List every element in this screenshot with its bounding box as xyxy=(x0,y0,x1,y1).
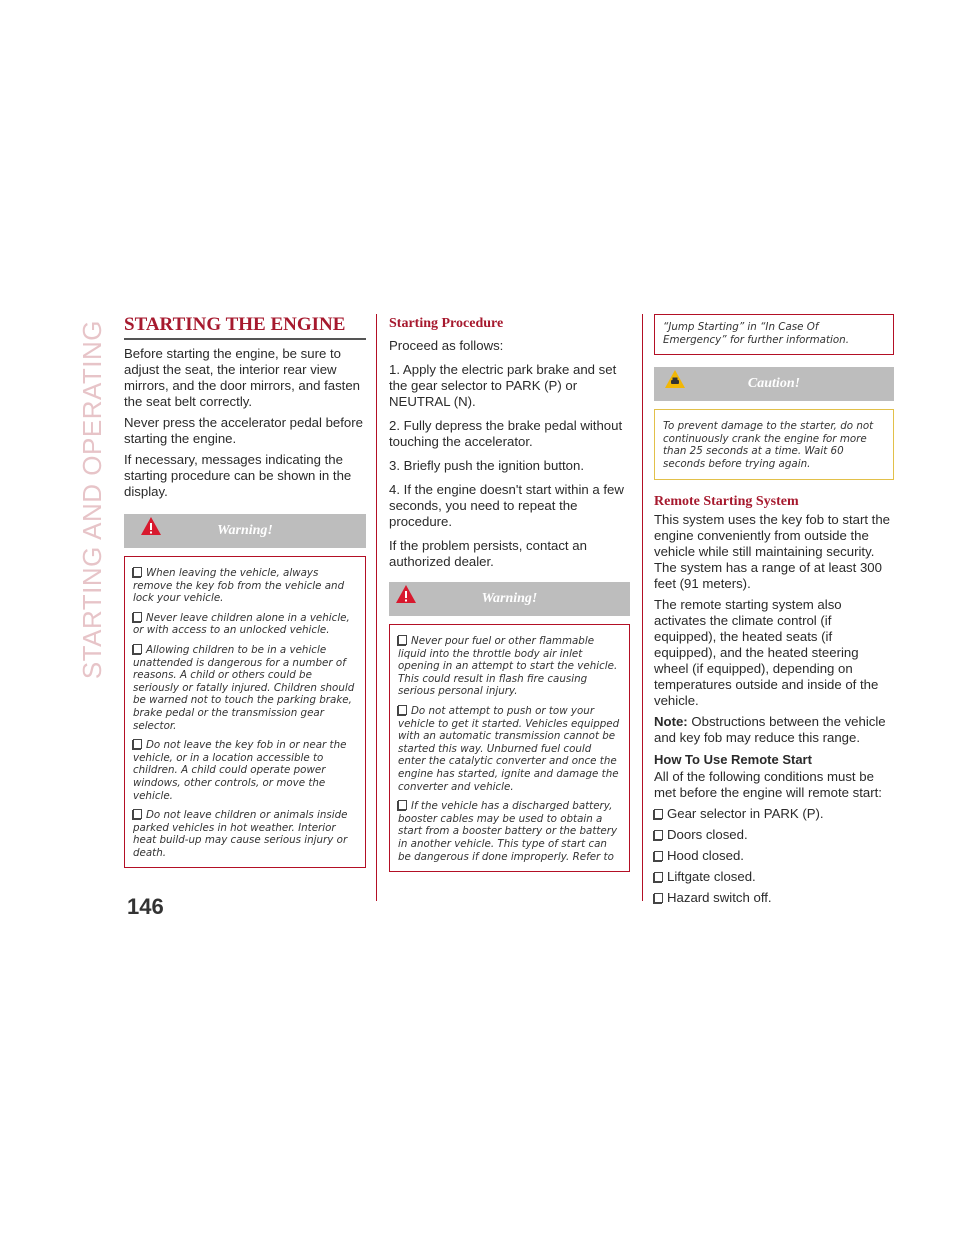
paragraph: Before starting the engine, be sure to adjust the seat, the interior rear view mirrors, and the door mirrors, and fasten the seat belt correctly. xyxy=(124,346,361,409)
section-side-label xyxy=(76,320,107,680)
warning-banner xyxy=(124,514,366,548)
column-3 xyxy=(654,314,894,911)
warning-item: If the vehicle has a discharged battery, booster cables may be used to obtain a start from a booster battery or the battery in another vehicle. This type of start can be dangerous if done improperly. Refer to xyxy=(398,800,618,863)
caution-text: To prevent damage to the starter, do not continuously crank the engine for more than 25 seconds at a time. Wait 60 seconds before trying again. xyxy=(663,420,874,470)
warning-item: When leaving the vehicle, always remove the key fob from the vehicle and lock your vehicle. xyxy=(133,567,345,605)
checkbox-bullet-icon xyxy=(133,612,142,622)
caution-banner xyxy=(654,367,894,401)
checkbox-bullet-icon xyxy=(654,872,663,882)
column-divider xyxy=(376,314,377,901)
warning-box xyxy=(124,556,366,868)
caution-box xyxy=(654,409,894,479)
warning-box-continued xyxy=(654,314,894,355)
condition-item: Doors closed. xyxy=(654,827,894,843)
caution-label: Caution! xyxy=(747,376,801,392)
step-item: 3. Briefly push the ignition button. xyxy=(389,458,585,473)
column-2 xyxy=(389,314,630,872)
warning-label: Warning! xyxy=(217,523,273,538)
warning-triangle-icon xyxy=(395,584,417,604)
note-text: Obstructions between the vehicle and key fob may reduce this range. xyxy=(654,713,886,745)
paragraph: This system uses the key fob to start the engine conveniently from outside the vehicle while still maintaining security. The system has a range of at least 300 feet (91 meters). xyxy=(654,511,891,591)
paragraph: Proceed as follows: xyxy=(389,338,504,353)
warning-banner xyxy=(389,582,630,616)
condition-item: Liftgate closed. xyxy=(654,869,894,885)
checkbox-bullet-icon xyxy=(133,809,142,819)
note-label: Note: xyxy=(654,713,688,729)
warning-item: Allowing children to be in a vehicle unattended is dangerous for a number of reasons. A child or others could be seriously or fatally injured. Children should be warned not to touch the parking brake, brake pedal or the transmission gear selector. xyxy=(133,643,355,732)
checkbox-bullet-icon xyxy=(654,851,663,861)
paragraph: Never press the accelerator pedal before starting the engine. xyxy=(124,415,363,446)
subsection-title: Starting Procedure xyxy=(389,316,504,331)
checkbox-bullet-icon xyxy=(398,800,407,810)
condition-item: Hazard switch off. xyxy=(654,890,894,906)
checkbox-bullet-icon xyxy=(398,635,407,645)
note xyxy=(654,714,894,746)
step-item: 2. Fully depress the brake pedal without touching the accelerator. xyxy=(389,418,623,449)
paragraph: If the problem persists, contact an authorized dealer. xyxy=(389,538,587,569)
section-side-label-text: STARTING AND OPERATING xyxy=(76,320,107,680)
paragraph: All of the following conditions must be met before the engine will remote start: xyxy=(654,768,882,800)
subsection-title: Remote Starting System xyxy=(654,493,799,509)
warning-item: Do not attempt to push or tow your vehicle to get it started. Vehicles equipped with an automatic transmission cannot be started this way. Unburned fuel could enter the catalytic converter and once the engine has started, ignite and damage the converter and vehicle. xyxy=(398,704,620,793)
column-1 xyxy=(124,314,366,868)
caution-car-icon xyxy=(664,369,686,389)
page-number: 146 xyxy=(127,894,164,919)
checkbox-bullet-icon xyxy=(133,567,142,577)
condition-item: Gear selector in PARK (P). xyxy=(654,806,894,822)
condition-item: Hood closed. xyxy=(654,848,894,864)
warning-item: Never leave children alone in a vehicle, or with access to an unlocked vehicle. xyxy=(133,611,350,637)
checkbox-bullet-icon xyxy=(654,893,663,903)
warning-item: Do not leave the key fob in or near the vehicle, or in a location accessible to children. A child could operate power windows, other controls, or move the vehicle. xyxy=(133,739,347,802)
column-divider xyxy=(642,314,643,901)
section-title: STARTING THE ENGINE xyxy=(124,314,366,340)
checkbox-bullet-icon xyxy=(398,705,407,715)
warning-triangle-icon xyxy=(140,516,162,536)
checkbox-bullet-icon xyxy=(654,830,663,840)
paragraph: If necessary, messages indicating the starting procedure can be shown in the display. xyxy=(124,452,352,499)
subheading: How To Use Remote Start xyxy=(654,751,812,767)
step-item: 4. If the engine doesn't start within a few seconds, you need to repeat the procedure. xyxy=(389,482,624,529)
warning-item: Do not leave children or animals inside parked vehicles in hot weather. Interior heat build-up may cause serious injury or death. xyxy=(133,809,348,859)
step-item: 1. Apply the electric park brake and set the gear selector to PARK (P) or NEUTRAL (N). xyxy=(389,362,617,409)
paragraph: The remote starting system also activates the climate control (if equipped), the heated seats (if equipped), and the heated steering wheel (if equipped), depending on temperatures outside and inside of the vehicle. xyxy=(654,596,879,708)
warning-box xyxy=(389,624,630,872)
warning-continued-text: “Jump Starting” in “In Case Of Emergency” for further information. xyxy=(663,321,849,346)
checkbox-bullet-icon xyxy=(133,644,142,654)
warning-item: Never pour fuel or other flammable liquid into the throttle body air inlet opening in an attempt to start the vehicle. This could result in flash fire causing serious personal injury. xyxy=(398,635,618,698)
warning-label: Warning! xyxy=(481,591,538,606)
checkbox-bullet-icon xyxy=(654,809,663,819)
checkbox-bullet-icon xyxy=(133,739,142,749)
